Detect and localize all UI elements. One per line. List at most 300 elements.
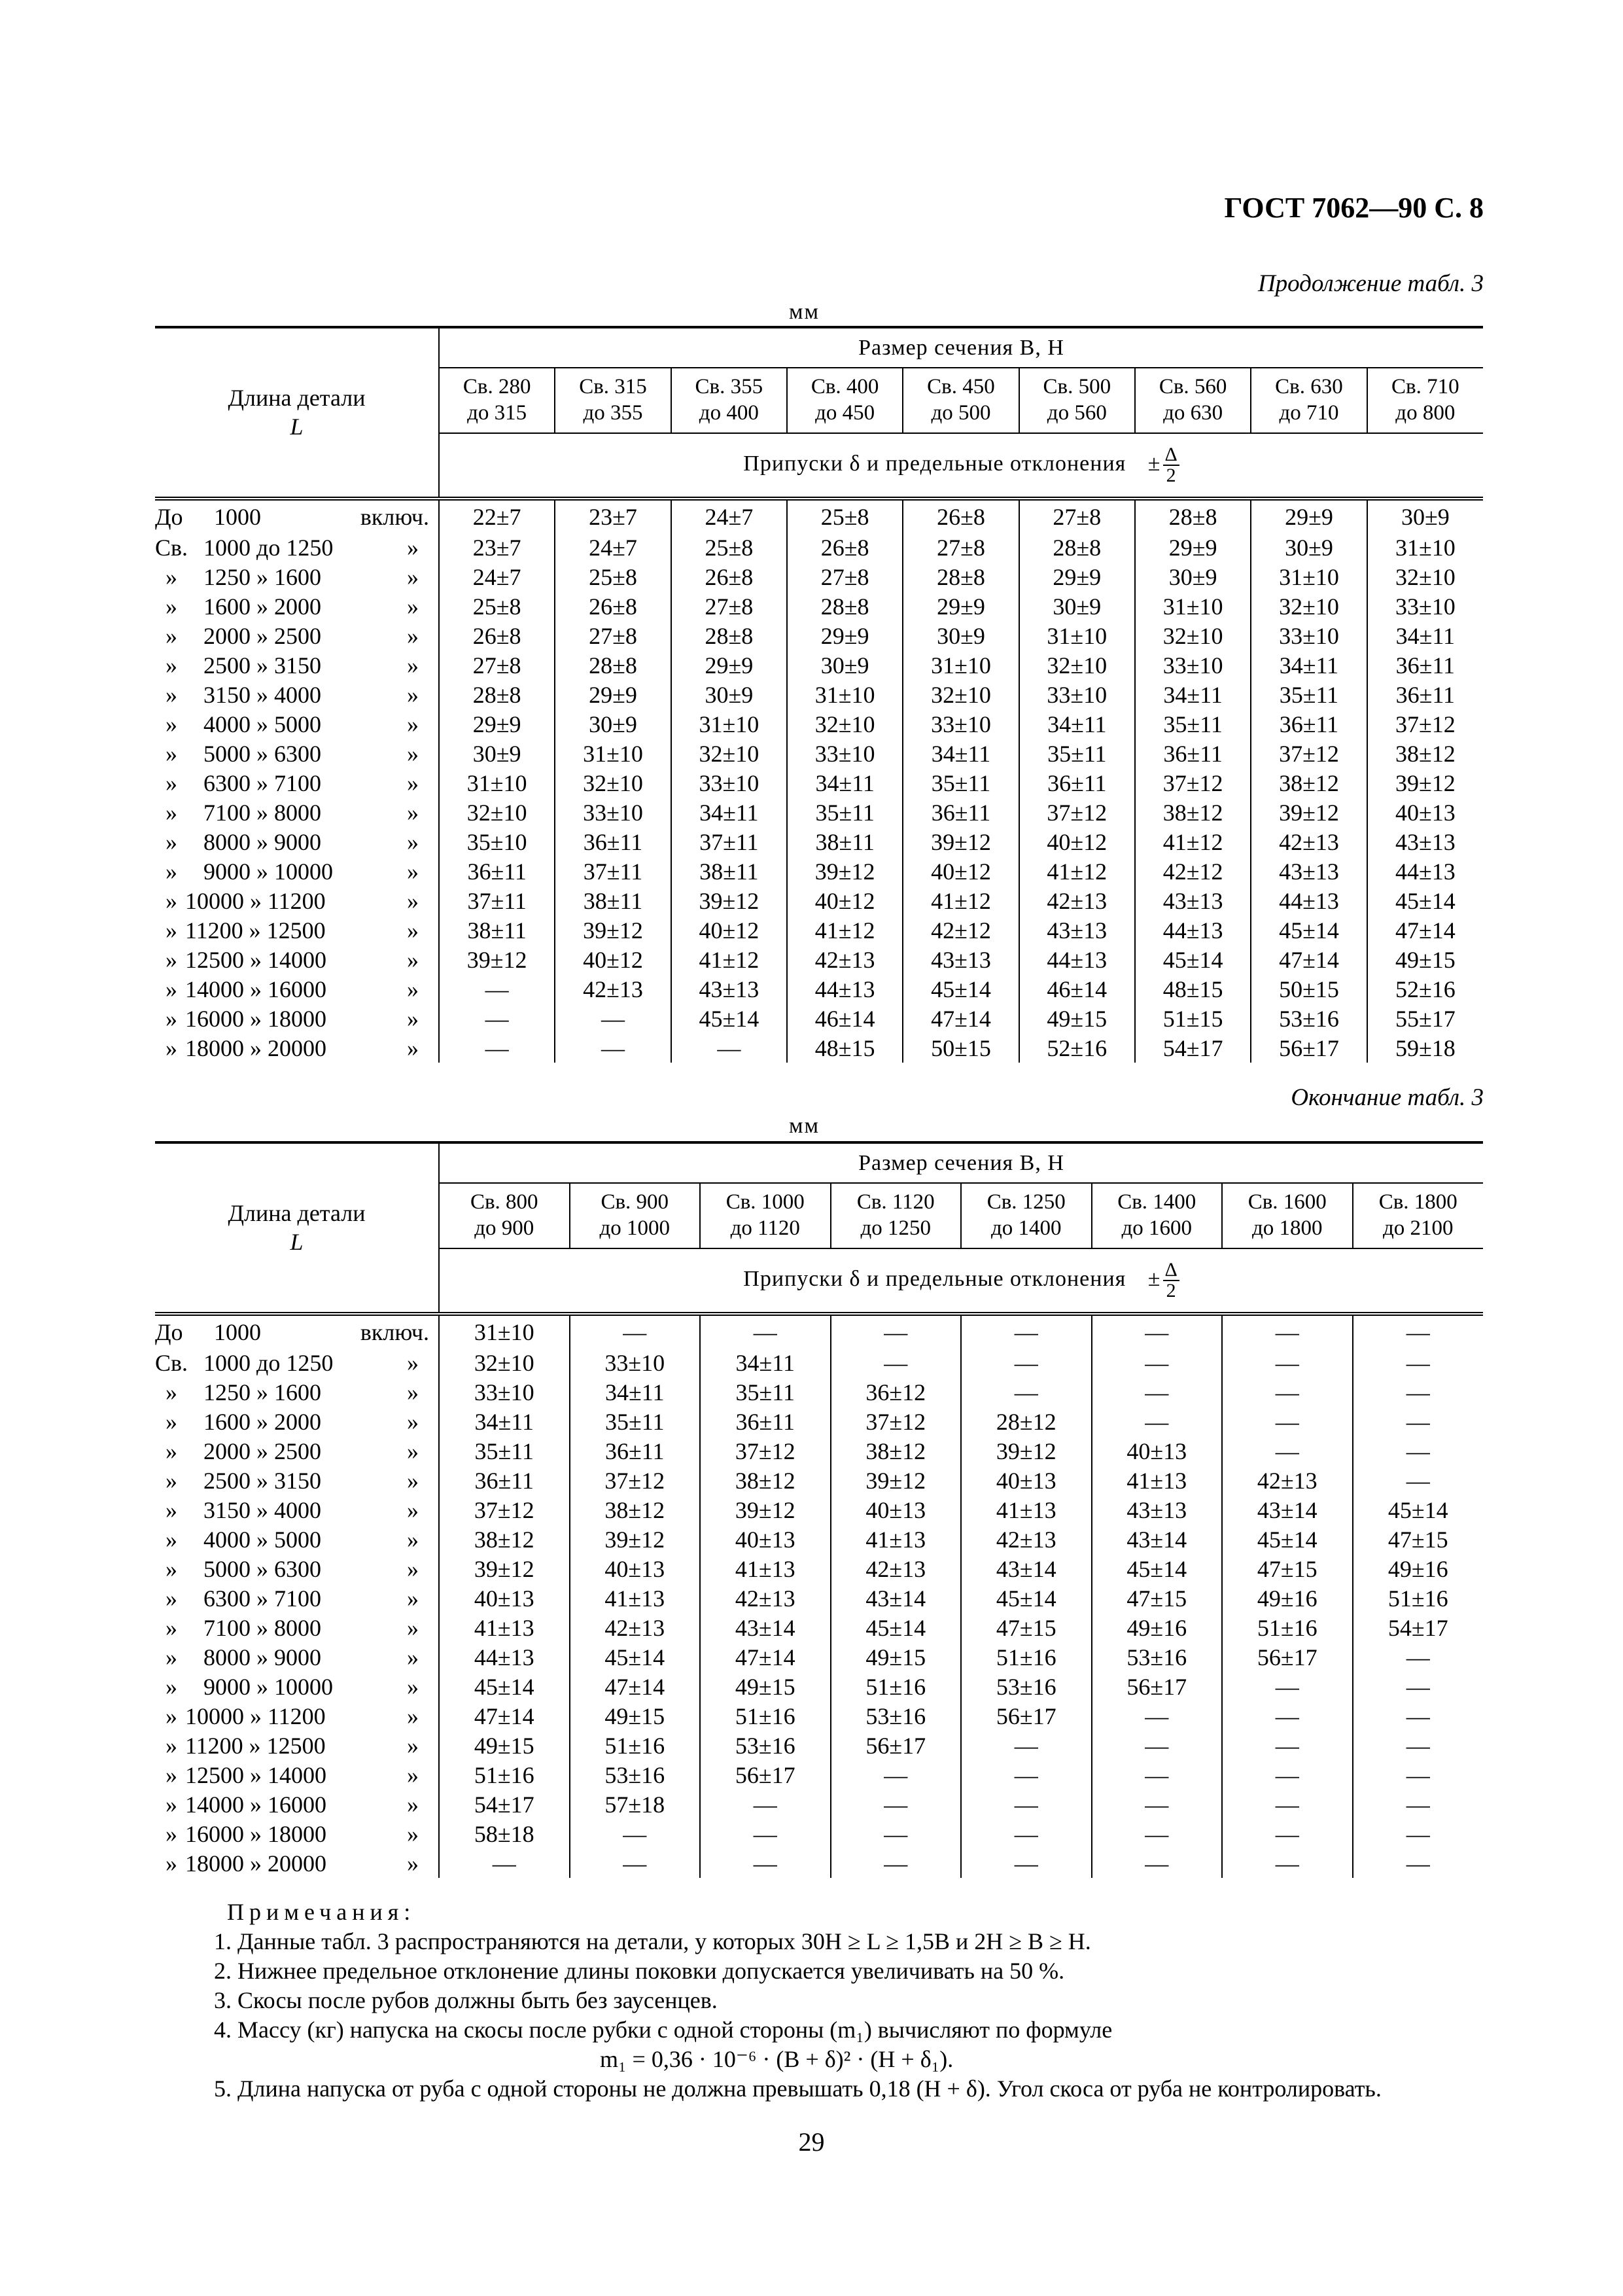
- table2: [155, 1141, 1483, 1878]
- allowance-value: 39±12: [961, 1436, 1092, 1466]
- allowance-value: —: [1353, 1642, 1484, 1672]
- range-values: 1000 до 1250: [203, 1349, 334, 1376]
- section-size-header: Размер сечения B, H: [439, 327, 1483, 368]
- note-2: 2. Нижнее предельное отклонение длины поковки допускается увеличивать на 50 %.: [214, 1958, 1065, 1984]
- allowance-value: 27±8: [903, 533, 1019, 562]
- allowance-value: 58±18: [439, 1819, 570, 1848]
- range-values: 4000 » 5000: [203, 711, 321, 737]
- range-suffix: »: [407, 1761, 419, 1788]
- allowance-value: 43±14: [831, 1583, 962, 1613]
- allowance-value: —: [1353, 1819, 1484, 1848]
- range-suffix: »: [407, 652, 419, 679]
- length-range-label: [155, 798, 439, 827]
- range-suffix: »: [407, 711, 419, 737]
- allowance-value: 46±14: [787, 1004, 903, 1033]
- allowance-value: 36±11: [439, 857, 555, 886]
- size-column-header: [671, 368, 787, 433]
- allowance-value: 31±10: [671, 709, 787, 739]
- table-row: [155, 1377, 1483, 1407]
- allowance-value: —: [439, 1848, 570, 1878]
- allowance-value: 35±10: [439, 827, 555, 857]
- size-range-to: до 315: [467, 401, 527, 425]
- table-row: [155, 886, 1483, 915]
- length-range-label: [155, 1407, 439, 1436]
- range-prefix: Св.: [155, 534, 188, 561]
- length-range-label: [155, 1642, 439, 1672]
- range-suffix: »: [407, 622, 419, 649]
- allowance-value: —: [1092, 1377, 1223, 1407]
- size-range-from: Св. 1120: [856, 1190, 935, 1214]
- table-row: [155, 562, 1483, 592]
- length-range-label: [155, 1848, 439, 1878]
- range-prefix: »: [166, 887, 177, 914]
- allowance-value: 31±10: [439, 768, 555, 798]
- range-prefix: »: [166, 828, 177, 855]
- allowance-value: 42±13: [1251, 827, 1367, 857]
- allowance-value: 37±12: [1251, 739, 1367, 768]
- table-row: [155, 1583, 1483, 1613]
- allowance-value: 45±14: [1251, 915, 1367, 945]
- allowance-value: 41±12: [1135, 827, 1251, 857]
- size-range-from: Св. 710: [1391, 375, 1459, 399]
- range-suffix: »: [407, 1379, 419, 1405]
- size-range-from: Св. 630: [1275, 375, 1343, 399]
- allowance-value: 40±12: [787, 886, 903, 915]
- table-row: [155, 827, 1483, 857]
- allowance-value: 39±12: [555, 915, 671, 945]
- allowance-value: 43±13: [903, 945, 1019, 974]
- allowance-value: —: [439, 974, 555, 1004]
- size-range-from: Св. 1600: [1248, 1190, 1327, 1214]
- allowance-value: —: [1353, 1790, 1484, 1819]
- range-values: 1000: [214, 503, 261, 530]
- length-range-label: [155, 1377, 439, 1407]
- length-column-header: [155, 327, 439, 499]
- delta-fraction: [1163, 1260, 1179, 1301]
- range-prefix: »: [166, 1644, 177, 1670]
- range-values: 18000 » 20000: [185, 1850, 326, 1877]
- range-prefix: »: [166, 1732, 177, 1759]
- document-header: ГОСТ 7062—90 С. 8: [1224, 192, 1484, 224]
- allowance-value: —: [570, 1848, 701, 1878]
- allowance-value: 33±10: [903, 709, 1019, 739]
- allowance-value: 35±11: [1251, 680, 1367, 709]
- allowance-value: 47±15: [1222, 1554, 1353, 1583]
- allowance-value: 30±9: [1251, 533, 1367, 562]
- allowance-value: 47±14: [1367, 915, 1483, 945]
- range-prefix: »: [166, 1438, 177, 1464]
- range-values: 18000 » 20000: [185, 1034, 326, 1061]
- allowance-value: 41±12: [787, 915, 903, 945]
- allowance-value: 28±8: [439, 680, 555, 709]
- allowance-value: 33±10: [1135, 650, 1251, 680]
- allowance-value: 56±17: [831, 1731, 962, 1760]
- size-column-header: [831, 1183, 962, 1248]
- allowance-value: 48±15: [787, 1033, 903, 1063]
- allowance-value: —: [671, 1033, 787, 1063]
- range-suffix: »: [407, 917, 419, 944]
- allowance-value: —: [1092, 1848, 1223, 1878]
- allowance-value: 35±11: [1019, 739, 1135, 768]
- allowance-value: —: [831, 1848, 962, 1878]
- allowance-value: 43±14: [961, 1554, 1092, 1583]
- table-row: [155, 533, 1483, 562]
- table-row: [155, 1848, 1483, 1878]
- table-row: [155, 768, 1483, 798]
- section-size-header: Размер сечения B, H: [439, 1142, 1483, 1183]
- range-values: 2500 » 3150: [203, 1467, 321, 1494]
- allowance-value: —: [831, 1314, 962, 1348]
- table1-unit: мм: [789, 300, 820, 324]
- allowance-value: 38±12: [1367, 739, 1483, 768]
- size-range-to: до 710: [1279, 401, 1339, 425]
- allowance-value: —: [700, 1848, 831, 1878]
- allowance-value: 41±12: [903, 886, 1019, 915]
- allowance-value: 49±15: [700, 1672, 831, 1701]
- allowance-value: 44±13: [1251, 886, 1367, 915]
- range-prefix: »: [166, 563, 177, 590]
- range-suffix: »: [407, 1005, 419, 1032]
- allowance-value: 39±12: [831, 1466, 962, 1495]
- size-range-from: Св. 315: [579, 375, 647, 399]
- allowance-value: —: [1222, 1672, 1353, 1701]
- allowance-value: 40±12: [555, 945, 671, 974]
- allowance-value: 22±7: [439, 499, 555, 533]
- length-range-label: [155, 1466, 439, 1495]
- allowance-value: 42±13: [700, 1583, 831, 1613]
- range-values: 8000 » 9000: [203, 828, 321, 855]
- length-range-label: [155, 1819, 439, 1848]
- allowance-value: 26±8: [439, 621, 555, 650]
- allowance-value: 31±10: [555, 739, 671, 768]
- range-prefix: »: [166, 1555, 177, 1582]
- range-suffix: »: [407, 1467, 419, 1494]
- fraction-denominator: 2: [1166, 1280, 1177, 1301]
- allowance-value: 49±15: [1019, 1004, 1135, 1033]
- length-range-label: [155, 680, 439, 709]
- range-suffix: »: [407, 534, 419, 561]
- range-suffix: включ.: [360, 1318, 429, 1345]
- range-suffix: включ.: [360, 503, 429, 530]
- allowance-value: 28±8: [1019, 533, 1135, 562]
- allowance-value: 51±15: [1135, 1004, 1251, 1033]
- allowance-value: 29±9: [671, 650, 787, 680]
- range-prefix: »: [166, 1820, 177, 1847]
- table-row: [155, 798, 1483, 827]
- allowance-value: 42±12: [903, 915, 1019, 945]
- allowance-value: 56±17: [1222, 1642, 1353, 1672]
- range-suffix: »: [407, 563, 419, 590]
- note-1: 1. Данные табл. 3 распространяются на детали, у которых 30H ≥ L ≥ 1,5B и 2H ≥ B ≥ H.: [214, 1928, 1091, 1954]
- allowance-value: 30±9: [787, 650, 903, 680]
- allowance-value: 37±12: [1135, 768, 1251, 798]
- allowance-value: 39±12: [439, 945, 555, 974]
- range-prefix: »: [166, 1496, 177, 1523]
- table-row: [155, 592, 1483, 621]
- allowance-value: —: [1092, 1314, 1223, 1348]
- allowance-value: 37±12: [439, 1495, 570, 1525]
- range-values: 10000 » 11200: [185, 1703, 326, 1729]
- size-range-to: до 400: [699, 401, 759, 425]
- allowance-value: 56±17: [1092, 1672, 1223, 1701]
- allowance-value: —: [1222, 1790, 1353, 1819]
- allowance-value: 31±10: [1135, 592, 1251, 621]
- length-range-label: [155, 499, 439, 533]
- length-range-label: [155, 1525, 439, 1554]
- allowance-value: 32±10: [1019, 650, 1135, 680]
- allowance-value: 39±12: [570, 1525, 701, 1554]
- allowance-value: —: [1353, 1701, 1484, 1731]
- range-prefix: »: [166, 740, 177, 767]
- allowance-value: 29±9: [903, 592, 1019, 621]
- allowance-value: 47±14: [1251, 945, 1367, 974]
- allowance-value: 33±10: [555, 798, 671, 827]
- range-prefix: »: [166, 622, 177, 649]
- table-row: [155, 974, 1483, 1004]
- allowance-value: —: [831, 1819, 962, 1848]
- allowance-value: —: [700, 1790, 831, 1819]
- allowance-value: 40±12: [1019, 827, 1135, 857]
- allowance-value: 32±10: [439, 1348, 570, 1377]
- length-range-label: [155, 533, 439, 562]
- allowance-value: 36±11: [570, 1436, 701, 1466]
- allowance-value: —: [1353, 1314, 1484, 1348]
- range-prefix: До: [155, 503, 183, 530]
- allowance-value: 51±16: [831, 1672, 962, 1701]
- range-prefix: »: [166, 1526, 177, 1553]
- allowance-value: 29±9: [1135, 533, 1251, 562]
- allowance-value: 28±8: [555, 650, 671, 680]
- allowance-value: 44±13: [787, 974, 903, 1004]
- size-range-from: Св. 450: [927, 375, 995, 399]
- note-4: 4. Массу (кг) напуска на скосы после рубки с одной стороны (m₁) вычисляют по формуле: [214, 2017, 1113, 2043]
- range-prefix: »: [166, 799, 177, 826]
- note-4-formula: m₁ = 0,36 · 10⁻⁶ · (B + δ)² · (H + δ₁).: [600, 2046, 954, 2072]
- table-row: [155, 945, 1483, 974]
- range-suffix: »: [407, 1673, 419, 1700]
- range-values: 2500 » 3150: [203, 652, 321, 679]
- notes: [155, 1898, 1483, 2104]
- allowance-value: 49±15: [831, 1642, 962, 1672]
- size-range-from: Св. 800: [470, 1190, 538, 1214]
- allowance-value: —: [831, 1348, 962, 1377]
- table-row: [155, 499, 1483, 533]
- allowance-value: —: [961, 1377, 1092, 1407]
- allowance-value: 57±18: [570, 1790, 701, 1819]
- range-values: 14000 » 16000: [185, 976, 326, 1002]
- range-prefix: »: [166, 1379, 177, 1405]
- allowance-value: 37±12: [1019, 798, 1135, 827]
- allowance-value: —: [961, 1760, 1092, 1790]
- range-prefix: »: [166, 593, 177, 620]
- allowance-value: 34±11: [671, 798, 787, 827]
- allowance-value: 46±14: [1019, 974, 1135, 1004]
- allowance-value: 34±11: [903, 739, 1019, 768]
- range-values: 16000 » 18000: [185, 1005, 326, 1032]
- size-range-from: Св. 900: [601, 1190, 669, 1214]
- allowance-value: 28±8: [903, 562, 1019, 592]
- size-range-from: Св. 560: [1159, 375, 1227, 399]
- allowance-value: 43±13: [1367, 827, 1483, 857]
- allowance-value: 49±16: [1222, 1583, 1353, 1613]
- range-values: 7100 » 8000: [203, 799, 321, 826]
- allowance-value: 40±13: [961, 1466, 1092, 1495]
- table-row: [155, 1004, 1483, 1033]
- allowance-value: 29±9: [1019, 562, 1135, 592]
- allowance-value: 51±16: [1353, 1583, 1484, 1613]
- allowance-value: 32±10: [1367, 562, 1483, 592]
- allowance-value: 36±12: [831, 1377, 962, 1407]
- size-range-to: до 1120: [730, 1216, 800, 1240]
- length-range-label: [155, 1495, 439, 1525]
- size-range-to: до 355: [583, 401, 643, 425]
- allowance-value: 35±11: [787, 798, 903, 827]
- table-row: [155, 1819, 1483, 1848]
- allowance-value: 25±8: [671, 533, 787, 562]
- allowance-value: 30±9: [439, 739, 555, 768]
- allowance-value: 25±8: [555, 562, 671, 592]
- allowance-value: 45±14: [903, 974, 1019, 1004]
- range-prefix: »: [166, 1408, 177, 1435]
- allowance-value: 33±10: [1251, 621, 1367, 650]
- table-row: [155, 1314, 1483, 1348]
- allowance-value: 33±10: [1019, 680, 1135, 709]
- size-range-to: до 900: [474, 1216, 534, 1240]
- allowance-value: 31±10: [903, 650, 1019, 680]
- allowance-value: —: [555, 1033, 671, 1063]
- length-header-text: Длина детали: [228, 1200, 366, 1227]
- allowance-value: —: [1222, 1377, 1353, 1407]
- allowance-value: 41±12: [671, 945, 787, 974]
- table-row: [155, 915, 1483, 945]
- allowance-value: 28±8: [1135, 499, 1251, 533]
- allowance-value: —: [570, 1819, 701, 1848]
- size-column-header: [700, 1183, 831, 1248]
- size-range-from: Св. 400: [811, 375, 879, 399]
- allowance-value: —: [1222, 1348, 1353, 1377]
- range-values: 5000 » 6300: [203, 1555, 321, 1582]
- size-range-to: до 450: [815, 401, 875, 425]
- allowance-value: 42±13: [961, 1525, 1092, 1554]
- allowance-value: 38±12: [439, 1525, 570, 1554]
- allowance-value: —: [961, 1314, 1092, 1348]
- table-row: [155, 1495, 1483, 1525]
- allowance-value: 43±14: [1092, 1525, 1223, 1554]
- allowance-value: 37±11: [671, 827, 787, 857]
- allowance-value: —: [1092, 1760, 1223, 1790]
- length-range-label: [155, 1004, 439, 1033]
- allowance-value: 31±10: [1251, 562, 1367, 592]
- allowance-value: 34±11: [1367, 621, 1483, 650]
- allowance-value: 36±11: [1019, 768, 1135, 798]
- allowance-value: 33±10: [671, 768, 787, 798]
- allowance-value: 38±12: [831, 1436, 962, 1466]
- allowance-value: 39±12: [787, 857, 903, 886]
- size-range-to: до 1400: [990, 1216, 1062, 1240]
- allowance-value: —: [700, 1314, 831, 1348]
- length-header-text: Длина детали: [228, 385, 366, 412]
- length-range-label: [155, 1348, 439, 1377]
- page-number: 29: [798, 2127, 825, 2157]
- range-values: 2000 » 2500: [203, 1438, 321, 1464]
- range-suffix: »: [407, 976, 419, 1002]
- size-range-to: до 1250: [860, 1216, 932, 1240]
- length-range-label: [155, 562, 439, 592]
- range-suffix: »: [407, 1791, 419, 1818]
- allowance-value: —: [1222, 1407, 1353, 1436]
- allowance-value: 24±7: [439, 562, 555, 592]
- allowance-value: 42±13: [831, 1554, 962, 1583]
- allowance-value: 30±9: [555, 709, 671, 739]
- allowance-value: 31±10: [1367, 533, 1483, 562]
- range-prefix: До: [155, 1318, 183, 1345]
- allowance-value: 26±8: [555, 592, 671, 621]
- allowance-value: 24±7: [671, 499, 787, 533]
- range-prefix: Св.: [155, 1349, 188, 1376]
- allowance-value: 40±13: [1092, 1436, 1223, 1466]
- allowance-value: 32±10: [439, 798, 555, 827]
- range-suffix: »: [407, 681, 419, 708]
- range-values: 11200 » 12500: [185, 917, 326, 944]
- range-suffix: »: [407, 858, 419, 885]
- range-prefix: »: [166, 681, 177, 708]
- allowance-value: —: [439, 1033, 555, 1063]
- allowance-value: 42±13: [1222, 1466, 1353, 1495]
- size-column-header: [903, 368, 1019, 433]
- allowance-value: 54±17: [1353, 1613, 1484, 1642]
- allowance-value: 50±15: [1251, 974, 1367, 1004]
- range-suffix: »: [407, 799, 419, 826]
- size-column-header: [570, 1183, 701, 1248]
- table-row: [155, 1760, 1483, 1790]
- range-prefix: »: [166, 711, 177, 737]
- allowance-value: —: [1092, 1701, 1223, 1731]
- table-row: [155, 650, 1483, 680]
- allowance-value: —: [1222, 1760, 1353, 1790]
- allowance-value: 40±12: [671, 915, 787, 945]
- table2-unit: мм: [789, 1114, 820, 1138]
- table-row: [155, 1790, 1483, 1819]
- length-range-label: [155, 709, 439, 739]
- allowance-value: 45±14: [1222, 1525, 1353, 1554]
- allowance-value: 36±11: [1367, 650, 1483, 680]
- allowance-value: 47±14: [570, 1672, 701, 1701]
- allowance-value: 36±11: [903, 798, 1019, 827]
- allowance-value: —: [831, 1790, 962, 1819]
- allowance-value: 53±16: [1092, 1642, 1223, 1672]
- allowance-value: 42±13: [787, 945, 903, 974]
- allowance-value: 52±16: [1019, 1033, 1135, 1063]
- allowance-value: 47±15: [1353, 1525, 1484, 1554]
- allowance-value: 45±14: [1353, 1495, 1484, 1525]
- allowance-value: 49±16: [1092, 1613, 1223, 1642]
- allowance-value: 34±11: [700, 1348, 831, 1377]
- range-suffix: »: [407, 740, 419, 767]
- allowance-value: 34±11: [787, 768, 903, 798]
- range-values: 11200 » 12500: [185, 1732, 326, 1759]
- allowance-value: 28±12: [961, 1407, 1092, 1436]
- allowance-value: 43±14: [1222, 1495, 1353, 1525]
- allowance-value: —: [831, 1760, 962, 1790]
- allowance-value: 28±8: [671, 621, 787, 650]
- range-prefix: »: [166, 1585, 177, 1612]
- allowance-value: 47±15: [1092, 1583, 1223, 1613]
- range-values: 6300 » 7100: [203, 769, 321, 796]
- allowance-value: 51±16: [439, 1760, 570, 1790]
- allowance-value: —: [439, 1004, 555, 1033]
- allowance-value: 45±14: [831, 1613, 962, 1642]
- allowance-value: 41±13: [831, 1525, 962, 1554]
